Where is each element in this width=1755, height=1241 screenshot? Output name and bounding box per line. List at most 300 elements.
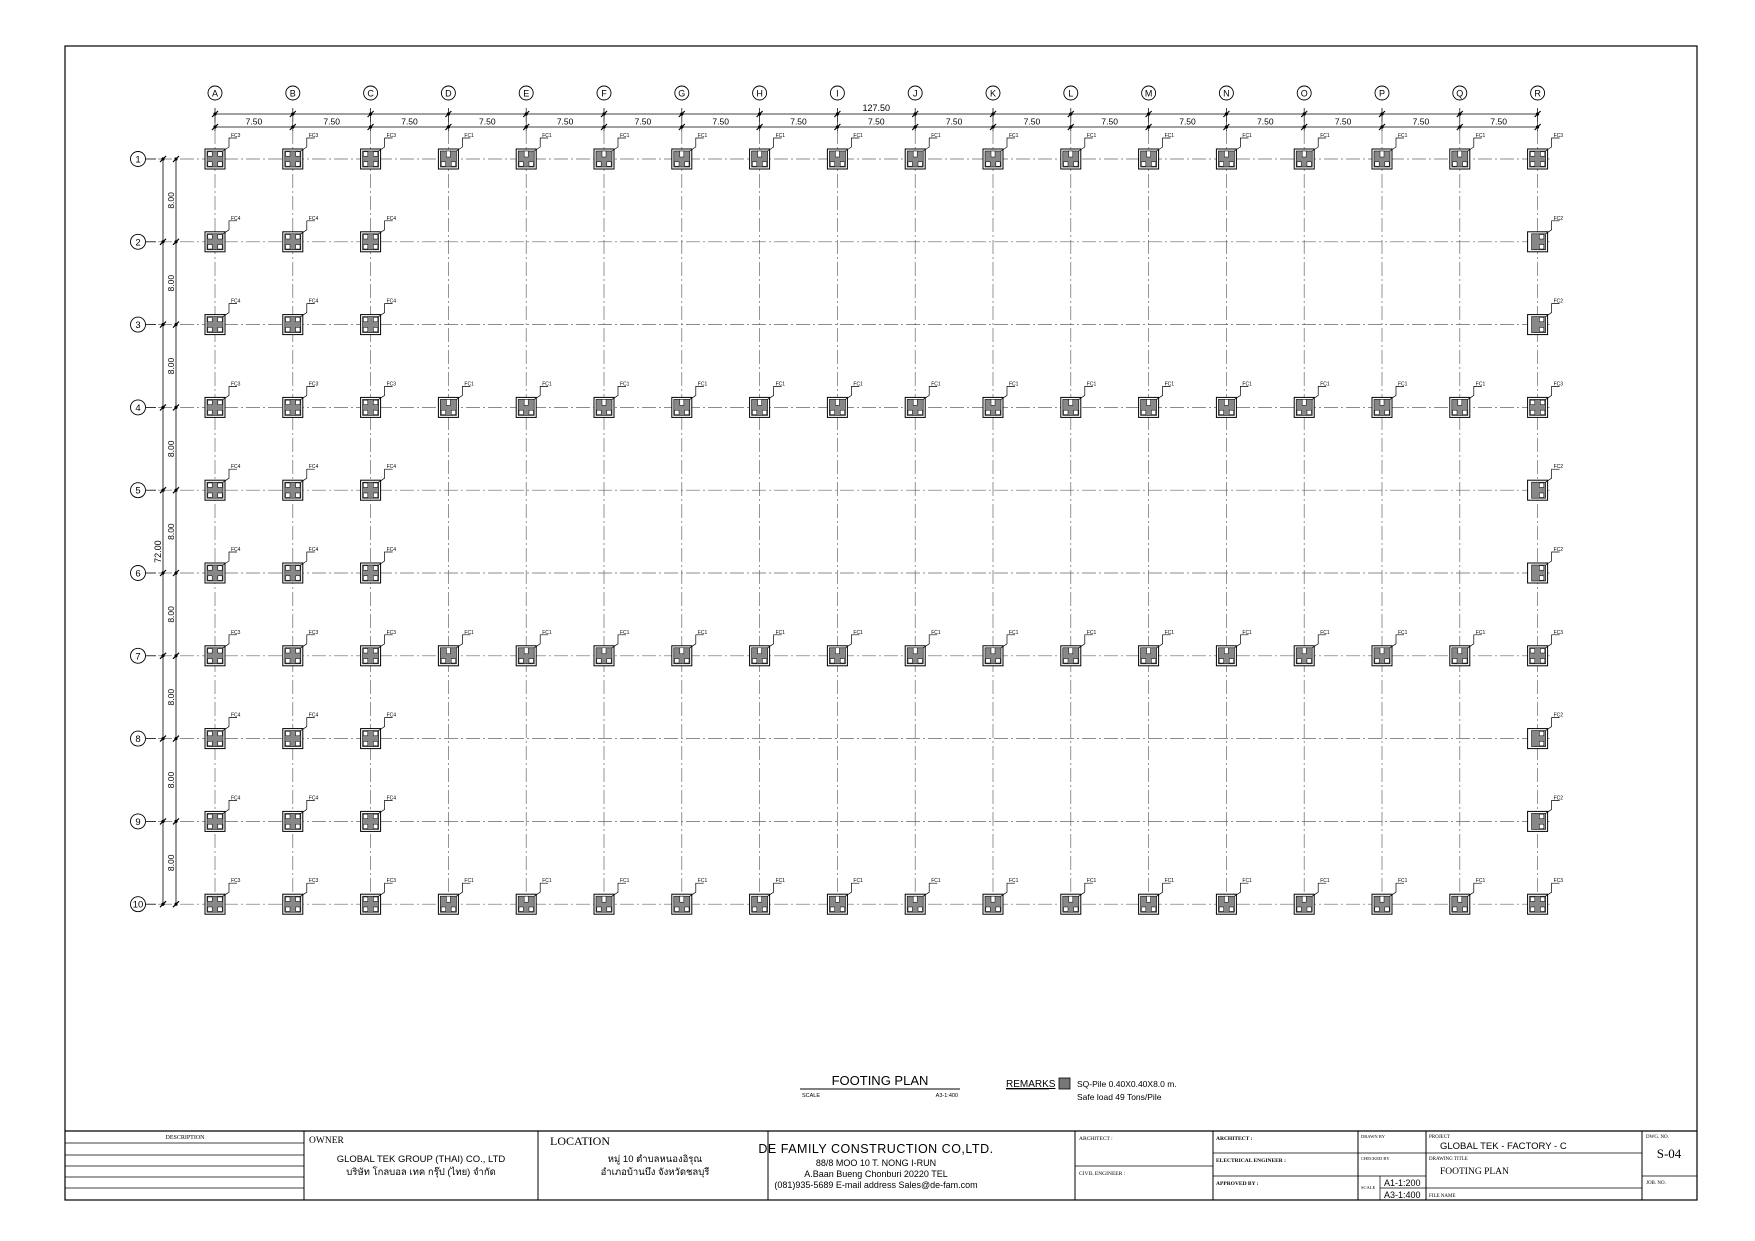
footing [827, 133, 863, 169]
column-spacing-label: 7.50 [556, 116, 574, 127]
row-spacing-label: 8.00 [166, 771, 176, 789]
footing-tag: FC1 [931, 629, 941, 636]
footing-tag: FC1 [1320, 878, 1330, 885]
footing-tag: FC1 [1475, 381, 1486, 388]
footing-tag: FC1 [853, 381, 863, 388]
footing-tag: FC1 [1164, 629, 1175, 636]
column-bubble-Q [1453, 86, 1467, 100]
footing-tag: FC1 [775, 133, 786, 139]
footing-tag: FC1 [542, 878, 552, 885]
drawing-title-value: FOOTING PLAN [1440, 1167, 1509, 1177]
footing [438, 878, 474, 914]
footing-tag: FC1 [1242, 629, 1252, 636]
footing-tag: FC4 [386, 712, 397, 719]
footing-tag: FC4 [231, 298, 241, 305]
footing-tag: FC2 [1553, 712, 1564, 719]
owner-label: OWNER [309, 1136, 344, 1146]
row-label-1: 1 [135, 154, 141, 166]
column-bubble-G [675, 86, 689, 100]
checked-by-label: CHECKED BY [1361, 1156, 1390, 1161]
row-label-5: 5 [135, 485, 141, 497]
column-spacing-label: 7.50 [1412, 116, 1430, 127]
dwg-no-value: S-04 [1656, 1146, 1682, 1161]
footing [594, 381, 630, 417]
column-spacing-label: 7.50 [1490, 116, 1507, 127]
footing-tag: FC1 [697, 381, 708, 388]
footing [1216, 381, 1252, 417]
company-address-1: 88/8 MOO 10 T. NONG I-RUN [815, 1158, 937, 1168]
footing [361, 713, 397, 749]
row-label-6: 6 [135, 568, 141, 580]
row-bubble-4 [131, 400, 157, 415]
footing [672, 630, 708, 666]
footing-tag: FC3 [308, 878, 319, 885]
owner-name-en: GLOBAL TEK GROUP (THAI) CO., LTD [336, 1154, 506, 1165]
footings [205, 133, 1563, 914]
footing-tag: FC1 [1242, 133, 1252, 139]
column-bubble-B [286, 86, 300, 100]
column-bubble-N [1219, 86, 1233, 100]
footing [594, 878, 630, 914]
approved-by-label: APPROVED BY : [1216, 1181, 1259, 1187]
column-bubble-P [1375, 86, 1389, 100]
row-spacing-label: 8.00 [166, 357, 176, 375]
column-spacing-label: 7.50 [868, 116, 885, 127]
footing [361, 464, 397, 500]
row-bubble-7 [131, 648, 157, 663]
footing [827, 381, 863, 417]
footing [438, 133, 474, 169]
plan-title: FOOTING PLAN [831, 1073, 929, 1088]
footing [1528, 216, 1564, 252]
footing-tag: FC1 [1475, 133, 1486, 139]
footing [361, 795, 397, 831]
company-address-2: A.Baan Bueng Chonburi 20220 TEL [804, 1169, 948, 1179]
footing [1528, 133, 1564, 169]
column-spacing-label: 7.50 [1179, 116, 1196, 127]
footing-tag: FC1 [464, 629, 474, 636]
row-bubble-8 [131, 731, 157, 746]
scale-a1: A1-1:200 [1384, 1178, 1421, 1188]
remarks-line1: SQ-Pile 0.40X0.40X8.0 m. [1077, 1079, 1177, 1089]
column-spacing-label: 7.50 [479, 116, 496, 127]
footing [205, 464, 241, 500]
footing-tag: FC3 [1553, 878, 1564, 885]
footing-tag: FC1 [620, 878, 630, 885]
footing-tag: FC2 [1553, 298, 1564, 305]
drawing-title-label: DRAWING TITLE [1429, 1157, 1468, 1162]
column-label-K: K [989, 88, 997, 99]
footing-tag: FC3 [1553, 381, 1564, 388]
column-spacing-label: 7.50 [712, 116, 729, 127]
column-spacing-label: 7.50 [790, 116, 807, 127]
row-label-2: 2 [135, 237, 141, 249]
electrical-engineer-label: ELECTRICAL ENGINEER : [1216, 1158, 1286, 1164]
column-label-P: P [1378, 88, 1386, 99]
footing [283, 713, 319, 749]
grid-lines [158, 108, 1550, 914]
footing-tag: FC1 [1164, 878, 1175, 885]
footing-tag: FC3 [308, 133, 319, 139]
column-label-R: R [1534, 88, 1541, 99]
footing-tag: FC3 [308, 381, 319, 388]
remarks-line2: Safe load 49 Tons/Pile [1077, 1092, 1162, 1102]
footing [283, 547, 319, 583]
footing-tag: FC1 [542, 629, 552, 636]
footing [1061, 381, 1097, 417]
row-spacing-label: 8.00 [166, 854, 176, 872]
column-spacing-label: 7.50 [945, 116, 963, 127]
footing-tag: FC1 [1164, 381, 1175, 388]
footing-tag: FC1 [931, 133, 941, 139]
row-label-9: 9 [135, 816, 141, 828]
footing [205, 795, 241, 831]
footing-tag: FC1 [1086, 381, 1097, 388]
column-label-D: D [445, 88, 452, 99]
footing [438, 381, 474, 417]
footing-tag: FC4 [386, 298, 397, 305]
footing [361, 547, 397, 583]
footing [1061, 630, 1097, 666]
footing [205, 216, 241, 252]
row-spacing-label: 8.00 [166, 688, 176, 706]
column-label-E: E [523, 88, 530, 99]
footing-tag: FC3 [386, 381, 397, 388]
footing [1450, 630, 1486, 666]
column-label-G: G [678, 88, 686, 99]
footing-tag: FC1 [697, 133, 708, 139]
column-spacing-label: 7.50 [1334, 116, 1352, 127]
footing [1139, 133, 1175, 169]
plan-scale-label: SCALE [802, 1093, 821, 1099]
row-bubble-1 [131, 152, 157, 167]
footing-tag: FC4 [386, 547, 397, 553]
pile-legend-icon [1059, 1078, 1070, 1089]
footing-tag: FC1 [620, 629, 630, 636]
footing [361, 630, 397, 666]
column-label-L: L [1068, 88, 1074, 99]
description-label: DESCRIPTION [165, 1135, 205, 1141]
column-label-M: M [1144, 88, 1153, 99]
column-spacing-label: 7.50 [1101, 116, 1118, 127]
footing [983, 878, 1019, 914]
footing [283, 630, 319, 666]
location-th-line2: อำเภอบ้านบึง จังหวัดชลบุรี [600, 1167, 710, 1178]
column-label-B: B [289, 88, 296, 99]
footing [1528, 630, 1564, 666]
row-label-4: 4 [135, 402, 141, 414]
location-label: LOCATION [550, 1134, 610, 1148]
column-spacing-label: 7.50 [245, 116, 263, 127]
footing [672, 381, 708, 417]
footing-tag: FC4 [386, 215, 397, 222]
footing-tag: FC4 [308, 298, 319, 305]
column-spacing-label: 7.50 [1257, 116, 1274, 127]
footing-tag: FC1 [775, 381, 786, 388]
column-spacing-label: 7.50 [401, 116, 418, 127]
dwg-no-label: DWG. NO. [1646, 1135, 1669, 1140]
footing-tag: FC2 [1553, 464, 1564, 471]
footing-tag: FC3 [1553, 629, 1564, 636]
footing [283, 878, 319, 914]
footing [1528, 381, 1564, 417]
footing [1372, 630, 1408, 666]
footing-tag: FC4 [386, 795, 397, 802]
column-spacing-label: 7.50 [634, 116, 652, 127]
footing [516, 630, 552, 666]
footing-tag: FC1 [697, 878, 708, 885]
footing [1372, 133, 1408, 169]
footing-tag: FC2 [1553, 215, 1564, 222]
plan-scale-value: A3-1:400 [935, 1093, 958, 1099]
footing-tag: FC2 [1553, 795, 1564, 802]
column-bubble-C [364, 86, 378, 100]
footing-tag: FC4 [386, 464, 397, 471]
footing [905, 381, 941, 417]
footing-tag: FC1 [1009, 629, 1019, 636]
footing-tag: FC1 [775, 878, 786, 885]
footing [905, 133, 941, 169]
footing-tag: FC4 [308, 464, 319, 471]
footing-tag: FC3 [386, 629, 397, 636]
plan-title-block [800, 1073, 960, 1099]
footing [516, 381, 552, 417]
footing [361, 216, 397, 252]
footing-tag: FC4 [231, 215, 241, 222]
row-bubble-6 [131, 566, 157, 581]
footing-tag: FC3 [231, 878, 241, 885]
footing [1294, 878, 1330, 914]
footing-tag: FC1 [464, 133, 474, 139]
footing [1372, 878, 1408, 914]
footing [827, 878, 863, 914]
column-bubble-I [830, 86, 844, 100]
column-label-C: C [367, 88, 374, 99]
title-block [65, 1131, 1697, 1200]
footing [361, 878, 397, 914]
column-label-A: A [211, 88, 219, 99]
footing-tag: FC1 [1086, 878, 1097, 885]
column-bubble-R [1531, 86, 1545, 100]
column-label-N: N [1223, 88, 1230, 99]
footing-tag: FC1 [1009, 381, 1019, 388]
row-label-10: 10 [132, 899, 144, 911]
footing [205, 878, 241, 914]
footing-tag: FC1 [464, 878, 474, 885]
footing-tag: FC1 [1320, 133, 1330, 139]
footing-tag: FC1 [1086, 629, 1097, 636]
row-spacing-label: 8.00 [166, 192, 176, 209]
footing [205, 547, 241, 583]
footing [283, 216, 319, 252]
footing-tag: FC1 [853, 133, 863, 139]
footing [983, 133, 1019, 169]
footing [1139, 381, 1175, 417]
row-bubble-9 [131, 814, 157, 829]
footing-tag: FC2 [1553, 547, 1564, 553]
footing-tag: FC1 [1009, 133, 1019, 139]
footing [1139, 630, 1175, 666]
column-label-O: O [1300, 88, 1308, 99]
column-bubble-E [519, 86, 533, 100]
row-label-7: 7 [135, 651, 141, 663]
footing [1216, 630, 1252, 666]
footing-tag: FC1 [1320, 629, 1330, 636]
column-bubble-D [441, 86, 455, 100]
footing [283, 299, 319, 335]
location-th-line1: หมู่ 10 ตำบลหนองอิรุณ [607, 1154, 703, 1165]
footing [361, 133, 397, 169]
footing-tag: FC1 [620, 381, 630, 388]
footing [283, 133, 319, 169]
footing-tag: FC3 [386, 878, 397, 885]
footing-tag: FC4 [231, 464, 241, 471]
remarks-label: REMARKS [1006, 1079, 1056, 1090]
column-label-J: J [912, 88, 918, 99]
footing-tag: FC1 [464, 381, 474, 388]
footing [750, 630, 786, 666]
footing [361, 381, 397, 417]
row-bubble-2 [131, 234, 157, 249]
footing-tag: FC3 [231, 629, 241, 636]
total-width-label: 127.50 [862, 103, 891, 113]
footing-tag: FC1 [1164, 133, 1175, 139]
footing [205, 713, 241, 749]
column-label-Q: Q [1456, 88, 1464, 99]
footing [905, 630, 941, 666]
footing-tag: FC1 [853, 878, 863, 885]
column-bubble-H [753, 86, 767, 100]
footing-tag: FC1 [1398, 381, 1408, 388]
footing-tag: FC1 [620, 133, 630, 139]
column-label-H: H [756, 88, 763, 99]
scale-label: SCALE [1361, 1185, 1376, 1190]
footing [205, 299, 241, 335]
footing [1294, 630, 1330, 666]
footing-tag: FC4 [308, 795, 319, 802]
footing [283, 464, 319, 500]
civil-engineer-label: CIVIL ENGINEER : [1079, 1171, 1126, 1177]
footing [1372, 381, 1408, 417]
footing [750, 878, 786, 914]
scale-a3: A3-1:400 [1384, 1190, 1421, 1200]
footing-tag: FC4 [231, 712, 241, 719]
footing [1528, 878, 1564, 914]
dimension-lines [153, 103, 1541, 907]
footing [1294, 133, 1330, 169]
footing-tag: FC4 [231, 547, 241, 553]
footing-tag: FC1 [1242, 381, 1252, 388]
column-bubble-L [1064, 86, 1078, 100]
footing-tag: FC1 [697, 629, 708, 636]
row-spacing-label: 8.00 [166, 274, 176, 292]
footing-tag: FC1 [931, 878, 941, 885]
column-bubble-J [908, 86, 922, 100]
row-spacing-label: 8.00 [166, 523, 176, 540]
footing-tag: FC1 [1320, 381, 1330, 388]
total-height-label: 72.00 [153, 540, 163, 563]
footing [1528, 464, 1564, 500]
company-contact: (081)935-5689 E-mail address Sales@de-fam.com [774, 1180, 978, 1190]
footing-tag: FC1 [1086, 133, 1097, 139]
footing [1216, 133, 1252, 169]
row-label-8: 8 [135, 734, 141, 746]
footing [1139, 878, 1175, 914]
footing [750, 381, 786, 417]
footing-tag: FC4 [308, 712, 319, 719]
footing-tag: FC3 [386, 133, 397, 139]
file-name-label: FILE NAME [1429, 1194, 1456, 1199]
remarks [1006, 1078, 1177, 1102]
footing-tag: FC3 [1553, 133, 1564, 139]
footing-tag: FC1 [1009, 878, 1019, 885]
footing [1528, 547, 1564, 583]
footing [983, 381, 1019, 417]
footing-tag: FC4 [231, 795, 241, 802]
footing-tag: FC1 [542, 381, 552, 388]
footing [1450, 133, 1486, 169]
footing [283, 795, 319, 831]
row-spacing-label: 8.00 [166, 606, 176, 623]
footing [1450, 878, 1486, 914]
footing-tag: FC3 [308, 629, 319, 636]
footing [205, 133, 241, 169]
column-bubble-M [1142, 86, 1156, 100]
footing [1061, 133, 1097, 169]
architect-label-2: ARCHITECT : [1216, 1136, 1253, 1142]
footing [750, 133, 786, 169]
footing-tag: FC4 [308, 215, 319, 222]
footing [361, 299, 397, 335]
footing [438, 630, 474, 666]
column-spacing-label: 7.50 [323, 116, 340, 127]
row-bubble-10 [131, 897, 157, 912]
footing [905, 878, 941, 914]
footing [516, 133, 552, 169]
column-bubble-F [597, 86, 611, 100]
footing [1528, 795, 1564, 831]
owner-name-th: บริษัท โกลบอล เทค กรุ๊ป (ไทย) จำกัด [346, 1167, 496, 1178]
project-label: PROJECT [1429, 1135, 1451, 1140]
column-bubble-O [1297, 86, 1311, 100]
column-bubble-A [208, 86, 222, 100]
column-label-F: F [601, 88, 607, 99]
footing [827, 630, 863, 666]
job-no-label: JOB. NO. [1646, 1181, 1666, 1186]
footing [594, 133, 630, 169]
footing-tag: FC3 [231, 133, 241, 139]
footing [205, 630, 241, 666]
footing [1450, 381, 1486, 417]
footing [516, 878, 552, 914]
column-spacing-label: 7.50 [1023, 116, 1041, 127]
footing-tag: FC4 [308, 547, 319, 553]
column-bubble-K [986, 86, 1000, 100]
company-name: DE FAMILY CONSTRUCTION CO,LTD. [758, 1142, 994, 1156]
footing [1061, 878, 1097, 914]
footing-tag: FC1 [1398, 629, 1408, 636]
footing [283, 381, 319, 417]
row-bubble-3 [131, 317, 157, 332]
project-value: GLOBAL TEK - FACTORY - C [1440, 1141, 1567, 1152]
footing [205, 381, 241, 417]
footing-tag: FC3 [231, 381, 241, 388]
row-spacing-label: 8.00 [166, 440, 176, 458]
footing [1528, 713, 1564, 749]
footing-tag: FC1 [1242, 878, 1252, 885]
footing-tag: FC1 [1475, 878, 1486, 885]
footing-tag: FC1 [1398, 878, 1408, 885]
